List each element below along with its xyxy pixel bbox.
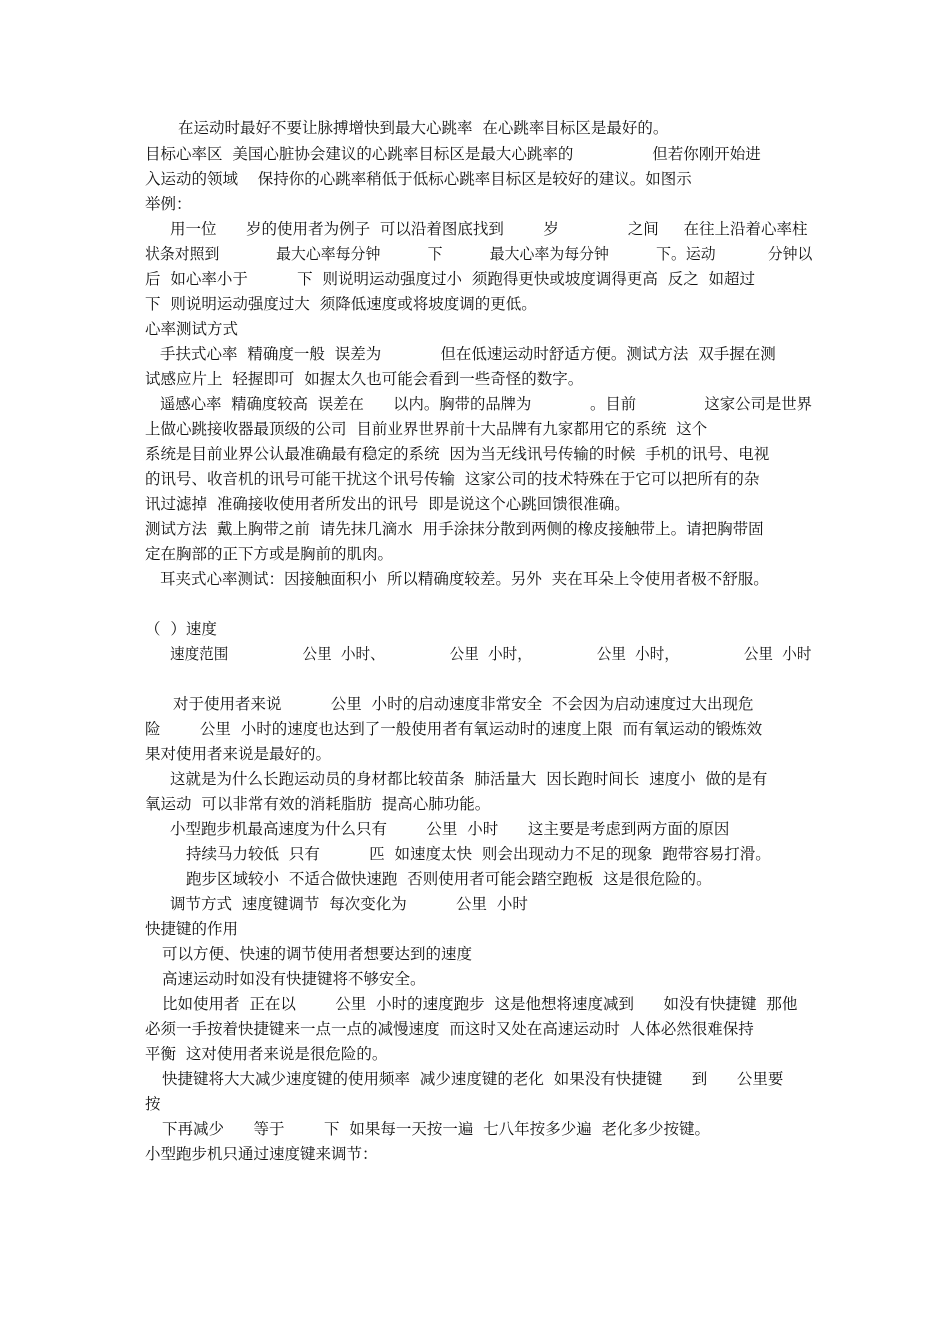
text-line: 必须一手按着快捷键来一点一点的减慢速度 而这时又处在高速运动时 人体必然很难保持 [145,1020,754,1038]
text-line: 果对使用者来说是最好的。 [145,745,332,763]
text-line: 调节方式 速度键调节 每次变化为 公里 小时 [170,895,528,913]
section-heading: 快捷键的作用 [145,920,239,938]
text-line: 上做心跳接收器最顶级的公司 目前业界世界前十大品牌有九家都用它的系统 这个 [145,420,708,438]
text-line: 系统是目前业界公认最准确最有稳定的系统 因为当无线讯号传输的时候 手机的讯号、电视 [145,445,770,463]
text-line: 遥感心率 精确度较高 误差在 以内。胸带的品牌为 。目前 这家公司是世界 [160,395,812,413]
text-line: 目标心率区 美国心脏协会建议的心跳率目标区是最大心跳率的 但若你刚开始进 [145,145,761,163]
text-line: 高速运动时如没有快捷键将不够安全。 [162,970,426,988]
text-line: 小型跑步机只通过速度键来调节： [145,1145,378,1163]
text-line: 状条对照到 最大心率每分钟 下 最大心率为每分钟 下。运动 分钟以 [145,245,813,263]
text-line: 比如使用者 正在以 公里 小时的速度跑步 这是他想将速度减到 如没有快捷键 那他 [162,995,798,1013]
text-line: 举例： [145,195,192,213]
text-line: 险 公里 小时的速度也达到了一般使用者有氧运动时的速度上限 而有氧运动的锻炼效 [145,720,763,738]
text-line: 按 [145,1095,161,1113]
section-heading: 心率测试方式 [145,320,239,338]
text-line: 定在胸部的正下方或是胸前的肌肉。 [145,545,394,563]
text-line: 可以方便、快速的调节使用者想要达到的速度 [162,945,473,963]
text-line: 耳夹式心率测试：因接触面积小 所以精确度较差。另外 夹在耳朵上令使用者极不舒服。 [160,570,769,588]
section-heading: （ ）速度 [145,620,217,638]
text-line: 平衡 这对使用者来说是很危险的。 [145,1045,388,1063]
text-line: 入运动的领域 保持你的心跳率稍低于低标心跳率目标区是较好的建议。如图示 [145,170,692,188]
text-line: 这就是为什么长跑运动员的身材都比较苗条 肺活量大 因长跑时间长 速度小 做的是有 [170,770,768,788]
text-line: 氧运动 可以非常有效的消耗脂肪 提高心肺功能。 [145,795,491,813]
text-line: 持续马力较低 只有 匹 如速度太快 则会出现动力不足的现象 跑带容易打滑。 [186,845,771,863]
text-line: 用一位 岁的使用者为例子 可以沿着图底找到 岁 之间 在往上沿着心率柱 [170,220,808,238]
text-line: 测试方法 戴上胸带之前 请先抹几滴水 用手涂抹分散到两侧的橡皮接触带上。请把胸带固 [145,520,764,538]
text-line: 对于使用者来说 公里 小时的启动速度非常安全 不会因为启动速度过大出现危 [173,695,754,713]
text-line: 快捷键将大大减少速度键的使用频率 减少速度键的老化 如果没有快捷键 到 公里要 [162,1070,784,1088]
text-line: 讯过滤掉 准确接收使用者所发出的讯号 即是说这个心跳回馈很准确。 [145,495,630,513]
text-line: 试感应片上 轻握即可 如握太久也可能会看到一些奇怪的数字。 [145,370,584,388]
text-line: 下 则说明运动强度过大 须降低速度或将坡度调的更低。 [145,295,537,313]
text-line: 后 如心率小于 下 则说明运动强度过小 须跑得更快或坡度调得更高 反之 如超过 [145,270,756,288]
text-line: 速度范围 公里 小时、 公里 小时， 公里 小时， 公里 小时 [170,645,812,663]
text-line: 小型跑步机最高速度为什么只有 公里 小时 这主要是考虑到两方面的原因 [170,820,730,838]
text-line: 在运动时最好不要让脉搏增快到最大心跳率 在心跳率目标区是最好的。 [178,119,669,137]
text-line: 跑步区域较小 不适合做快速跑 否则使用者可能会踏空跑板 这是很危险的。 [186,870,712,888]
text-line: 手扶式心率 精确度一般 误差为 但在低速运动时舒适方便。测试方法 双手握在测 [160,345,776,363]
text-line: 的讯号、收音机的讯号可能干扰这个讯号传输 这家公司的技术特殊在于它可以把所有的杂 [145,470,760,488]
text-line: 下再减少 等于 下 如果每一天按一遍 七八年按多少遍 老化多少按键。 [162,1120,711,1138]
